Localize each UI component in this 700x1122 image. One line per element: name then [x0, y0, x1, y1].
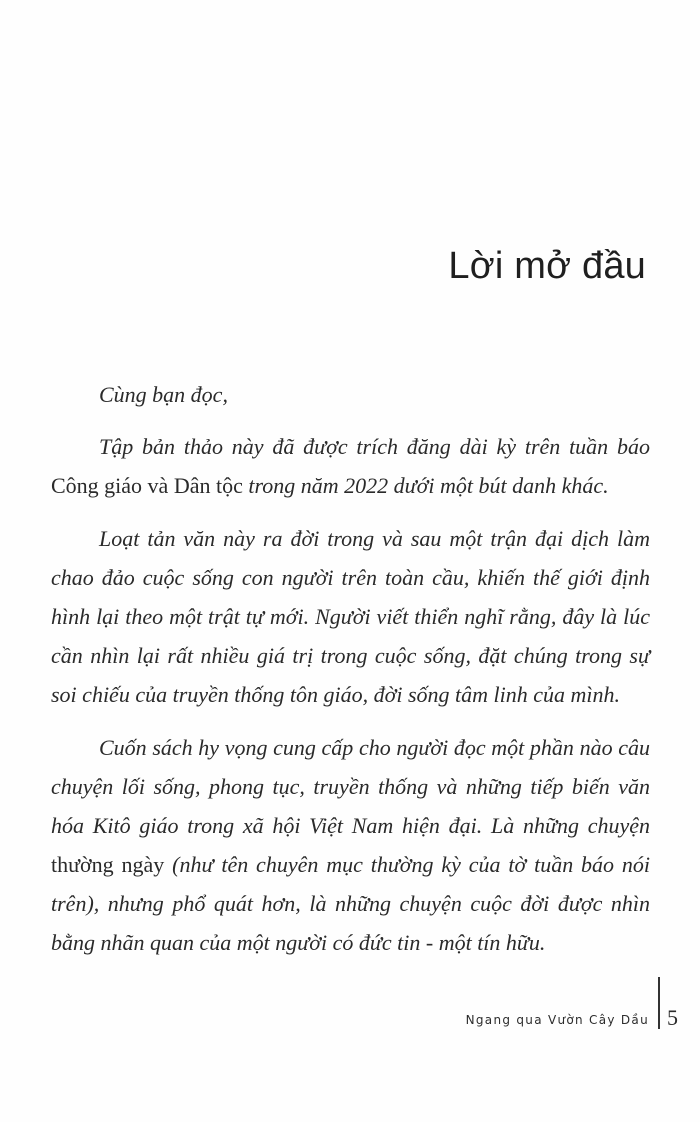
page-footer [466, 977, 678, 1029]
greeting-line: Cùng bạn đọc, [99, 382, 228, 407]
page-title: Lời mở đầu [448, 245, 646, 287]
preface-body [51, 375, 650, 976]
paragraph-3-part-3: (như tên chuyên mục thường kỳ của tờ tuần báo nói trên), nhưng phổ quát hơn, là những chuyện cuộc đời được nhìn bằng nhãn quan của một người có đức tin - một tín hữu. [51, 852, 651, 955]
paragraph-1-part-3: trong năm 2022 dưới một bút danh khác. [248, 473, 609, 498]
column-name: thường ngày [51, 852, 165, 877]
paragraph-3 [51, 728, 650, 962]
paragraph-1 [51, 427, 650, 505]
paragraph-1-part-1: Tập bản thảo này đã được trích đăng dài kỳ trên tuần báo [99, 434, 650, 459]
running-footer-book-title: Ngang qua Vườn Cây Dầu [465, 1013, 649, 1027]
footer-divider [658, 977, 660, 1029]
paragraph-3-part-1: Cuốn sách hy vọng cung cấp cho người đọc một phần nào câu chuyện lối sống, phong tục, truyền thống và những tiếp biến văn hóa Kitô giáo trong xã hội Việt Nam hiện đại. Là những chuyện [51, 735, 650, 838]
publication-name: Công giáo và Dân tộc [51, 473, 243, 498]
paragraph-2: Loạt tản văn này ra đời trong và sau một trận đại dịch làm chao đảo cuộc sống con người trên toàn cầu, khiến thế giới định hình lại theo một trật tự mới. Người viết thiển nghĩ rằng, đây là lúc cần nhìn lại rất nhiều giá trị trong cuộc sống, đặt chúng trong sự soi chiếu của truyền thống tôn giáo, đời sống tâm linh của mình. [51, 526, 650, 707]
page-number: 5 [667, 1005, 678, 1030]
reverse-page-bleed-through [52, 108, 652, 137]
